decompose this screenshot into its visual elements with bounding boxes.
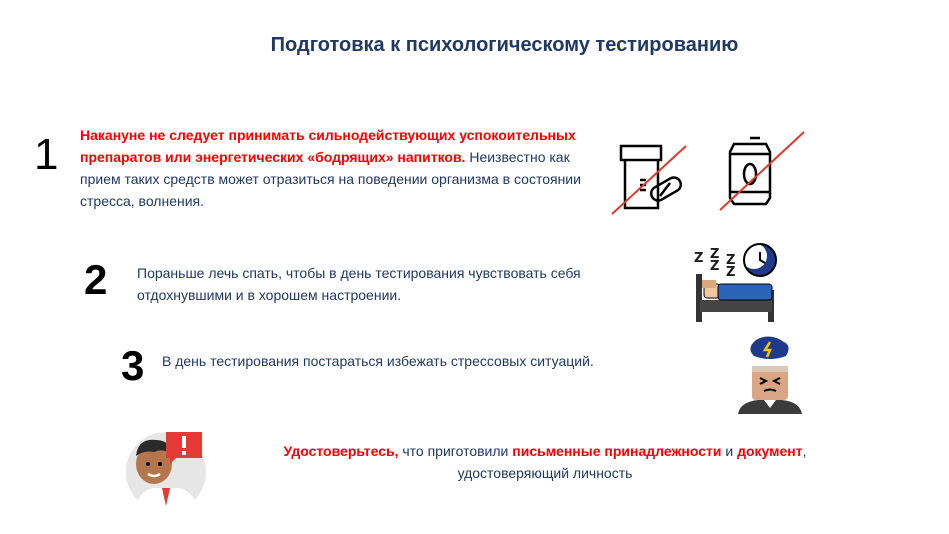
stressed-man-icon (734, 336, 806, 414)
sleep-letter-2: Z (710, 247, 720, 262)
step-1-explanation-text: Неизвестно как прием таких средств может отразиться на поведении организма в состоянии стресса, волнения. (80, 149, 581, 209)
sleep-letter-4: Z (726, 253, 736, 268)
sleep-letter-3: Z (710, 259, 720, 274)
sleep-bed-icon (690, 240, 780, 326)
sleep-letter-5: Z (726, 265, 736, 280)
reminder-supplies: письменные принадлежности (512, 443, 722, 459)
page-title: Подготовка к психологическому тестированию (270, 34, 739, 56)
no-pills-icon (608, 138, 688, 218)
reminder-middle: что приготовили (398, 443, 513, 459)
sleep-letter-1: Z (694, 251, 704, 266)
warning-person-icon (124, 428, 208, 512)
reminder-ensure: Удостоверьтесь, (283, 443, 399, 459)
step-text-3: В день тестирования постараться избежать стрессовых ситуаций. (162, 353, 594, 369)
reminder-document: документ (737, 443, 803, 459)
reminder-text (240, 440, 850, 484)
step-number-2: 2 (84, 256, 108, 303)
step-number-3: 3 (121, 342, 145, 389)
step-number-1: 1 (34, 130, 59, 179)
no-energy-drink-icon (716, 130, 808, 214)
step-text-1 (80, 124, 600, 212)
step-text-2: Пораньше лечь спать, чтобы в день тестирования чувствовать себя отдохнувшими и в хорошем настроении. (137, 265, 581, 303)
reminder-comma: , (802, 443, 807, 459)
step-1-warning-text: Накануне не следует принимать сильнодействующих успокоительных препаратов или энергетических «бодрящих» напитков. (80, 127, 576, 165)
reminder-and: и (721, 443, 738, 459)
reminder-id: удостоверяющий личность (457, 465, 633, 481)
